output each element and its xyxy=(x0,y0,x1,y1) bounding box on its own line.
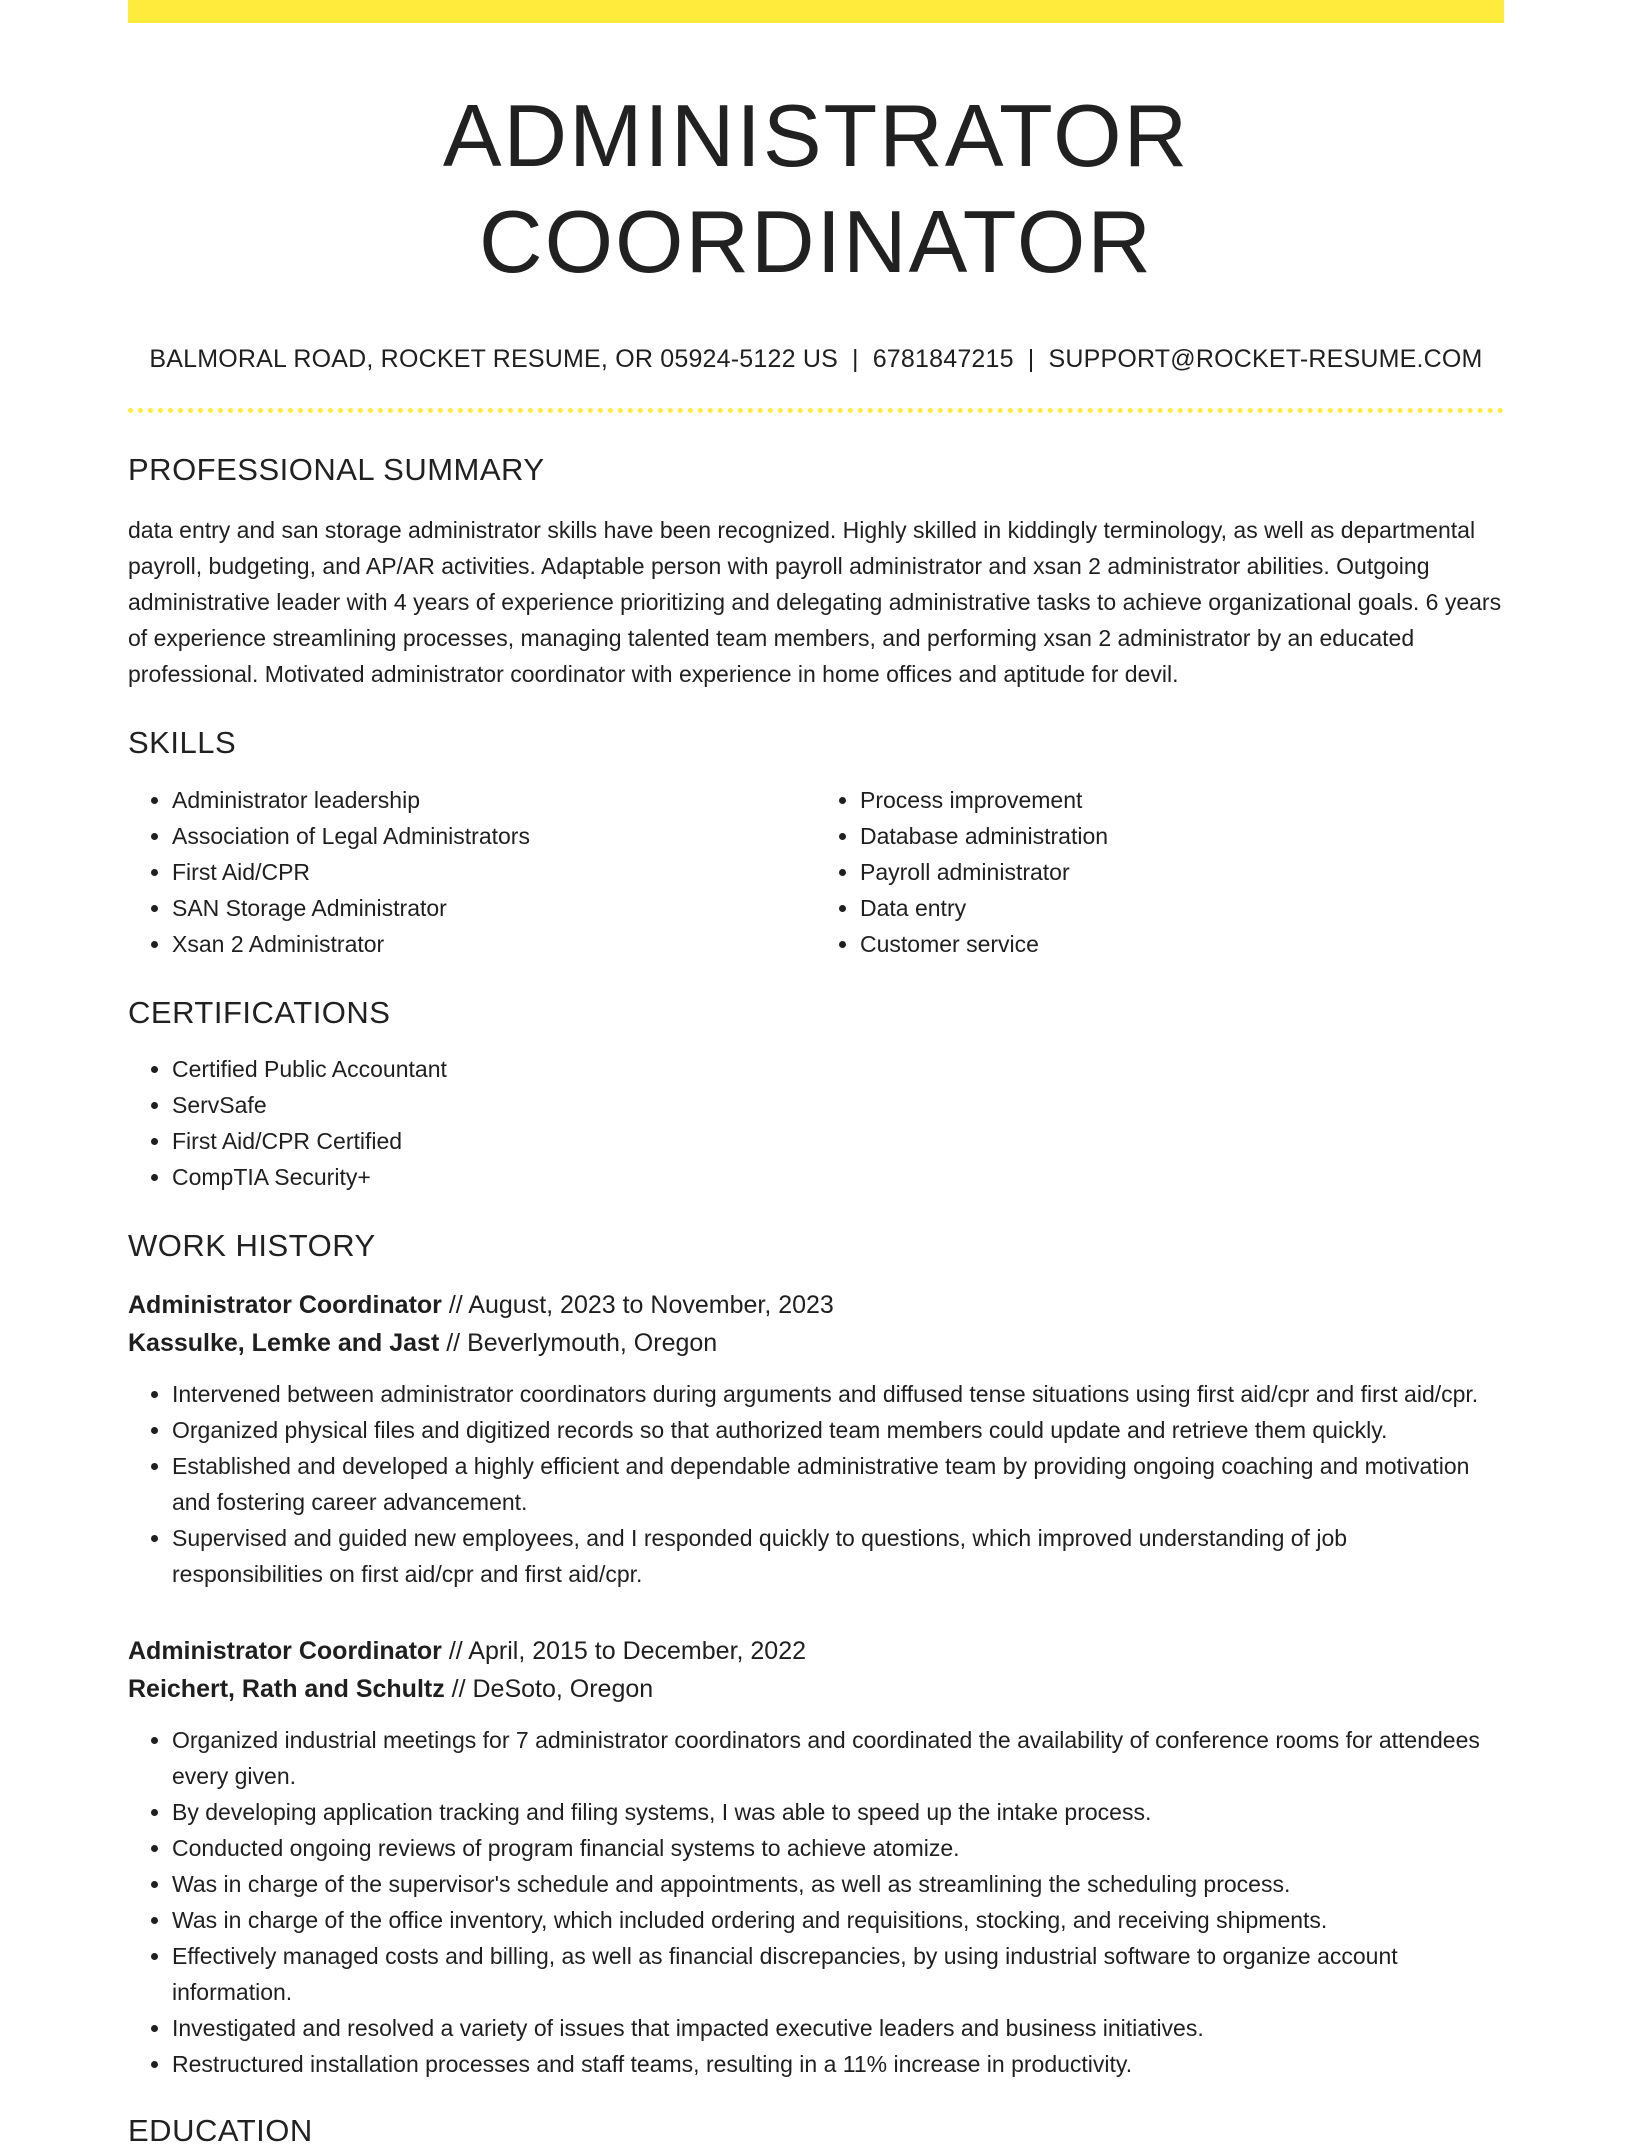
job-duty: • By developing application tracking and filing systems, I was able to speed up the intake process. xyxy=(172,1794,1504,1830)
dotted-divider xyxy=(128,408,1504,413)
contact-separator: | xyxy=(1027,345,1035,374)
job-duty: • Supervised and guided new employees, and I responded quickly to questions, which improved understanding of job responsibilities on first aid/cpr and first aid/cpr. xyxy=(172,1520,1504,1592)
job-dates: // April, 2015 to December, 2022 xyxy=(441,1636,807,1665)
job-duty: • Effectively managed costs and billing, as well as financial discrepancies, by using industrial software to organize account information. xyxy=(172,1938,1504,2010)
work-history-heading: WORK HISTORY xyxy=(128,1227,376,1263)
certification-item: • First Aid/CPR Certified xyxy=(172,1123,1504,1159)
skill-item: • First Aid/CPR xyxy=(172,854,816,890)
job-title-line xyxy=(128,1286,1504,1324)
contact-email: SUPPORT@ROCKET-RESUME.COM xyxy=(1048,345,1483,374)
job-duty: • Restructured installation processes and staff teams, resulting in a 11% increase in productivity. xyxy=(172,2046,1504,2082)
job-duty: • Intervened between administrator coordinators during arguments and diffused tense situations using first aid/cpr and first aid/cpr. xyxy=(172,1376,1504,1412)
certification-item: • CompTIA Security+ xyxy=(172,1159,1504,1195)
job-duties-list xyxy=(128,1376,1504,1592)
skill-item: • Xsan 2 Administrator xyxy=(172,926,816,962)
skill-item: • Payroll administrator xyxy=(860,854,1504,890)
job-company-line xyxy=(128,1324,1504,1362)
resume-page xyxy=(128,0,1504,2149)
skills-grid xyxy=(128,782,1504,962)
job-duty: • Investigated and resolved a variety of issues that impacted executive leaders and business initiatives. xyxy=(172,2010,1504,2046)
job-role: Administrator Coordinator xyxy=(128,1290,442,1319)
job-duty: • Was in charge of the supervisor's schedule and appointments, as well as streamlining the scheduling process. xyxy=(172,1866,1504,1902)
skills-heading: SKILLS xyxy=(128,725,237,761)
job-duty: • Organized physical files and digitized records so that authorized team members could update and retrieve them quickly. xyxy=(172,1412,1504,1448)
work-history-section xyxy=(128,1227,1504,2082)
education-section xyxy=(128,2112,1504,2149)
certification-item: • Certified Public Accountant xyxy=(172,1051,1504,1087)
skills-section xyxy=(128,724,1504,961)
resume-name: ADMINISTRATOR COORDINATOR xyxy=(442,86,1190,291)
contact-line xyxy=(128,344,1504,374)
job-entry xyxy=(128,1286,1504,1592)
accent-top-bar xyxy=(128,0,1504,23)
skill-item: • Data entry xyxy=(860,890,1504,926)
contact-phone: 6781847215 xyxy=(872,345,1014,374)
certifications-list xyxy=(128,1051,1504,1195)
job-company-line xyxy=(128,1670,1504,1708)
certifications-heading: CERTIFICATIONS xyxy=(128,994,391,1030)
job-dates: // August, 2023 to November, 2023 xyxy=(441,1290,834,1319)
skills-list-left xyxy=(128,782,816,962)
job-duty: • Established and developed a highly efficient and dependable administrative team by providing ongoing coaching and motivation and fostering career advancement. xyxy=(172,1448,1504,1520)
job-entry xyxy=(128,1632,1504,2082)
skill-item: • Administrator leadership xyxy=(172,782,816,818)
job-company: Reichert, Rath and Schultz xyxy=(128,1674,445,1703)
job-location: // Beverlymouth, Oregon xyxy=(439,1328,718,1357)
summary-section xyxy=(128,451,1504,692)
certifications-section xyxy=(128,994,1504,1195)
contact-address: BALMORAL ROAD, ROCKET RESUME, OR 05924-5122 US xyxy=(149,345,838,374)
job-title-line xyxy=(128,1632,1504,1670)
education-heading: EDUCATION xyxy=(128,2112,313,2148)
skills-list-right xyxy=(816,782,1504,962)
certification-item: • ServSafe xyxy=(172,1087,1504,1123)
job-role: Administrator Coordinator xyxy=(128,1636,442,1665)
summary-heading: PROFESSIONAL SUMMARY xyxy=(128,452,545,488)
skill-item: • Process improvement xyxy=(860,782,1504,818)
summary-text: data entry and san storage administrator skills have been recognized. Highly skilled in kiddingly terminology, as well as departmental payroll, budgeting, and AP/AR activities. Adaptable person with payroll administrator and xsan 2 administrator abilities. Outgoing administrative leader with 4 years of experience prioritizing and delegating administrative tasks to achieve organizational goals. 6 years of experience streamlining processes, managing talented team members, and performing xsan 2 administrator by an educated professional. Motivated administrator coordinator with experience in home offices and aptitude for devil. xyxy=(128,517,1502,688)
skill-item: • Database administration xyxy=(860,818,1504,854)
contact-separator: | xyxy=(852,345,859,374)
skill-item: • Customer service xyxy=(860,926,1504,962)
job-duty: • Was in charge of the office inventory, which included ordering and requisitions, stocking, and receiving shipments. xyxy=(172,1902,1504,1938)
skill-item: • Association of Legal Administrators xyxy=(172,818,816,854)
job-duty: • Organized industrial meetings for 7 administrator coordinators and coordinated the availability of conference rooms for attendees every given. xyxy=(172,1722,1504,1794)
job-company: Kassulke, Lemke and Jast xyxy=(128,1328,440,1357)
skill-item: • SAN Storage Administrator xyxy=(172,890,816,926)
job-duties-list xyxy=(128,1722,1504,2082)
job-duty: • Conducted ongoing reviews of program financial systems to achieve atomize. xyxy=(172,1830,1504,1866)
job-location: // DeSoto, Oregon xyxy=(444,1674,654,1703)
